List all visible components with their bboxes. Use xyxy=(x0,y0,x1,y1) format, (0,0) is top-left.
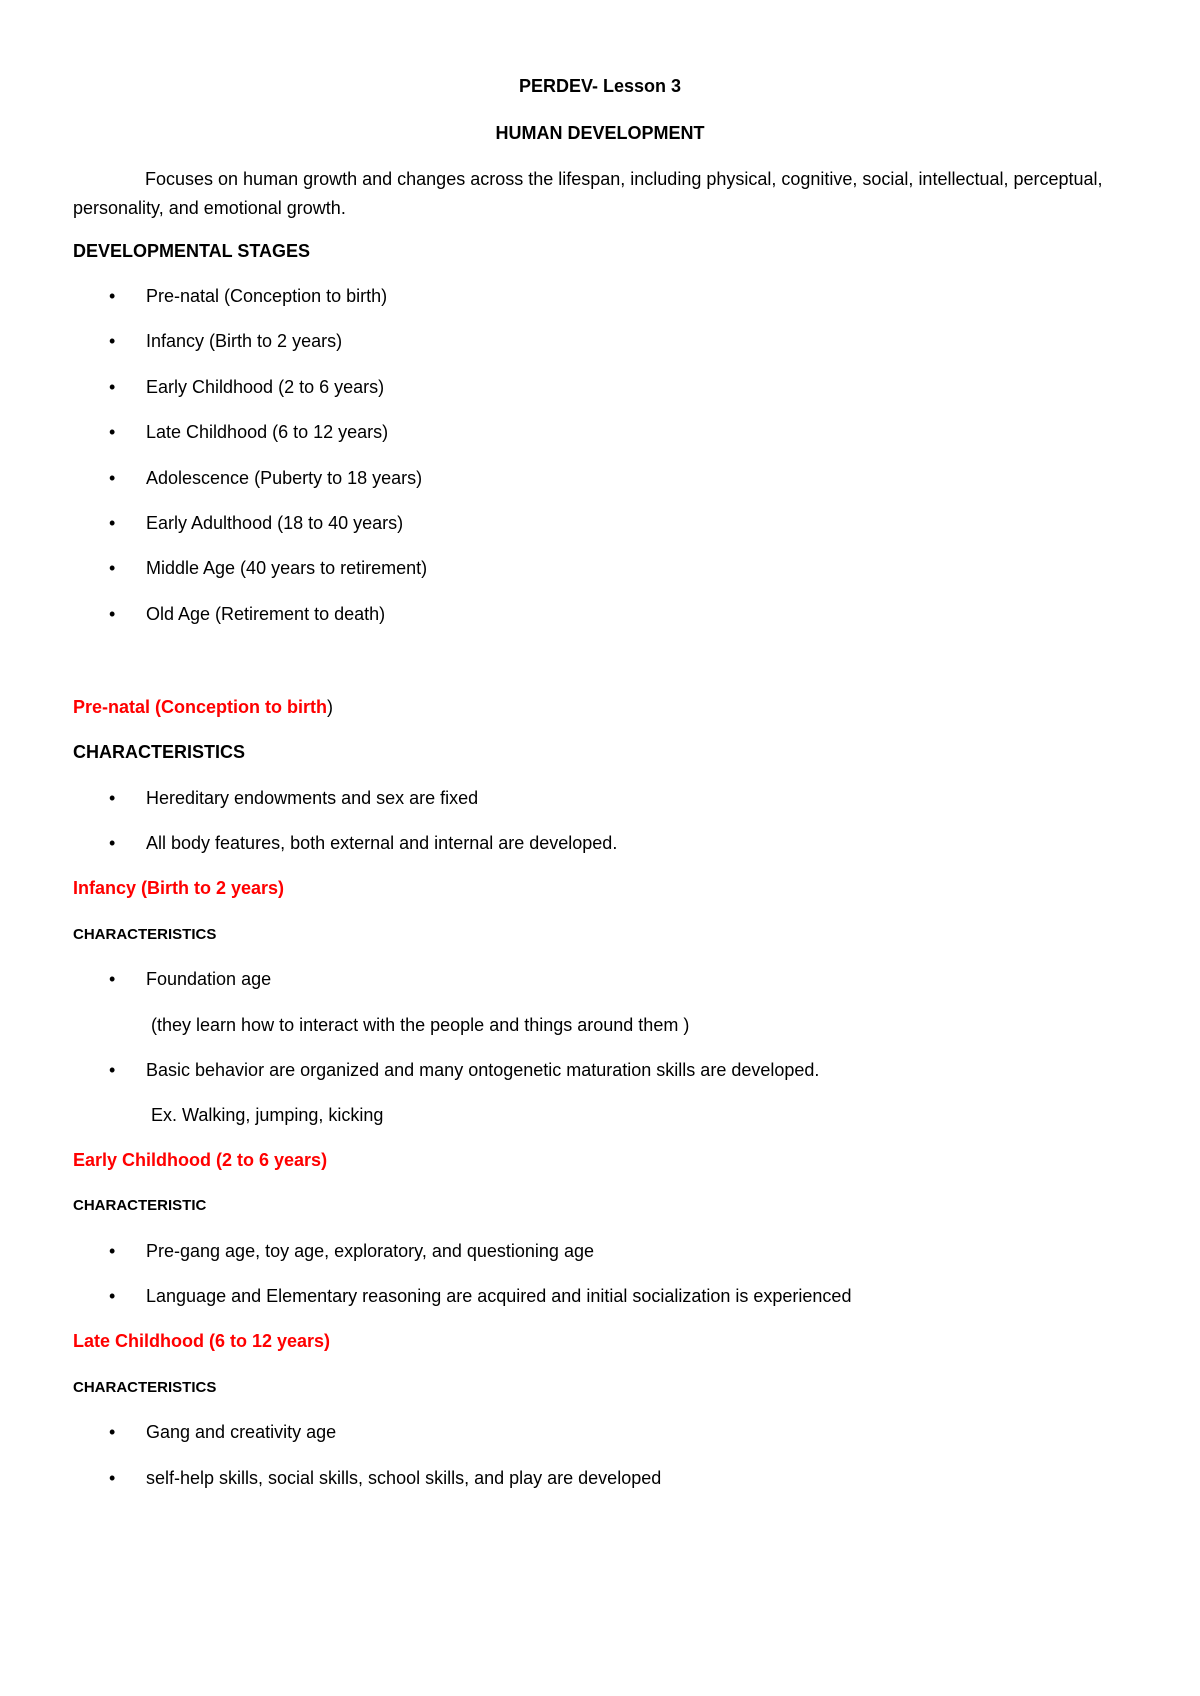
bullet: • xyxy=(109,969,116,989)
list-item: Early Adulthood (18 to 40 years) xyxy=(146,513,404,533)
characteristics-label: CHARACTERISTICS xyxy=(73,1379,217,1396)
list-item: self-help skills, social skills, school skills, and play are developed xyxy=(146,1468,662,1488)
bullet: • xyxy=(109,558,116,578)
list-item: Language and Elementary reasoning are acquired and initial socialization is experienced xyxy=(146,1286,852,1306)
document-subtitle: HUMAN DEVELOPMENT xyxy=(495,123,705,143)
list-item: Adolescence (Puberty to 18 years) xyxy=(146,468,423,488)
list-item-note: (they learn how to interact with the people and things around them ) xyxy=(151,1015,690,1035)
list-item: Basic behavior are organized and many ontogenetic maturation skills are developed. xyxy=(146,1060,820,1080)
characteristics-label: CHARACTERISTICS xyxy=(73,926,217,943)
list-item-note: Ex. Walking, jumping, kicking xyxy=(151,1105,384,1125)
bullet: • xyxy=(109,1468,116,1488)
intro-paragraph: Focuses on human growth and changes across the lifespan, including physical, cognitive, social, intellectual, perceptual, personality, and emotional growth. xyxy=(73,169,1103,218)
list-item: Pre-gang age, toy age, exploratory, and questioning age xyxy=(146,1241,594,1261)
bullet: • xyxy=(109,1422,116,1442)
bullet: • xyxy=(109,1060,116,1080)
bullet: • xyxy=(109,833,116,853)
list-item: Old Age (Retirement to death) xyxy=(146,604,386,624)
bullet: • xyxy=(109,788,116,808)
bullet: • xyxy=(109,422,116,442)
list-item: Pre-natal (Conception to birth) xyxy=(146,286,388,306)
list-item: Late Childhood (6 to 12 years) xyxy=(146,422,389,442)
section-heading-late-childhood: Late Childhood (6 to 12 years) xyxy=(73,1331,331,1351)
bullet: • xyxy=(109,468,116,488)
list-item: Infancy (Birth to 2 years) xyxy=(146,331,343,351)
characteristics-label: CHARACTERISTIC xyxy=(73,1197,207,1214)
section-heading-early-childhood: Early Childhood (2 to 6 years) xyxy=(73,1150,328,1170)
section-heading-infancy: Infancy (Birth to 2 years) xyxy=(73,878,285,898)
bullet: • xyxy=(109,331,116,351)
section-heading-text: Pre-natal (Conception to birth xyxy=(73,697,327,717)
list-item: All body features, both external and internal are developed. xyxy=(146,833,618,853)
bullet: • xyxy=(109,1286,116,1306)
characteristics-label: CHARACTERISTICS xyxy=(73,742,246,762)
list-item: Gang and creativity age xyxy=(146,1422,337,1442)
stages-heading: DEVELOPMENTAL STAGES xyxy=(73,241,311,261)
list-item: Middle Age (40 years to retirement) xyxy=(146,558,428,578)
bullet: • xyxy=(109,286,116,306)
bullet: • xyxy=(109,377,116,397)
section-heading-prenatal xyxy=(73,695,333,719)
bullet: • xyxy=(109,1241,116,1261)
bullet: • xyxy=(109,604,116,624)
document-title: PERDEV- Lesson 3 xyxy=(518,76,682,96)
list-item: Hereditary endowments and sex are fixed xyxy=(146,788,479,808)
list-item: Early Childhood (2 to 6 years) xyxy=(146,377,385,397)
bullet: • xyxy=(109,513,116,533)
list-item: Foundation age xyxy=(146,969,272,989)
section-heading-tail: ) xyxy=(327,697,333,717)
